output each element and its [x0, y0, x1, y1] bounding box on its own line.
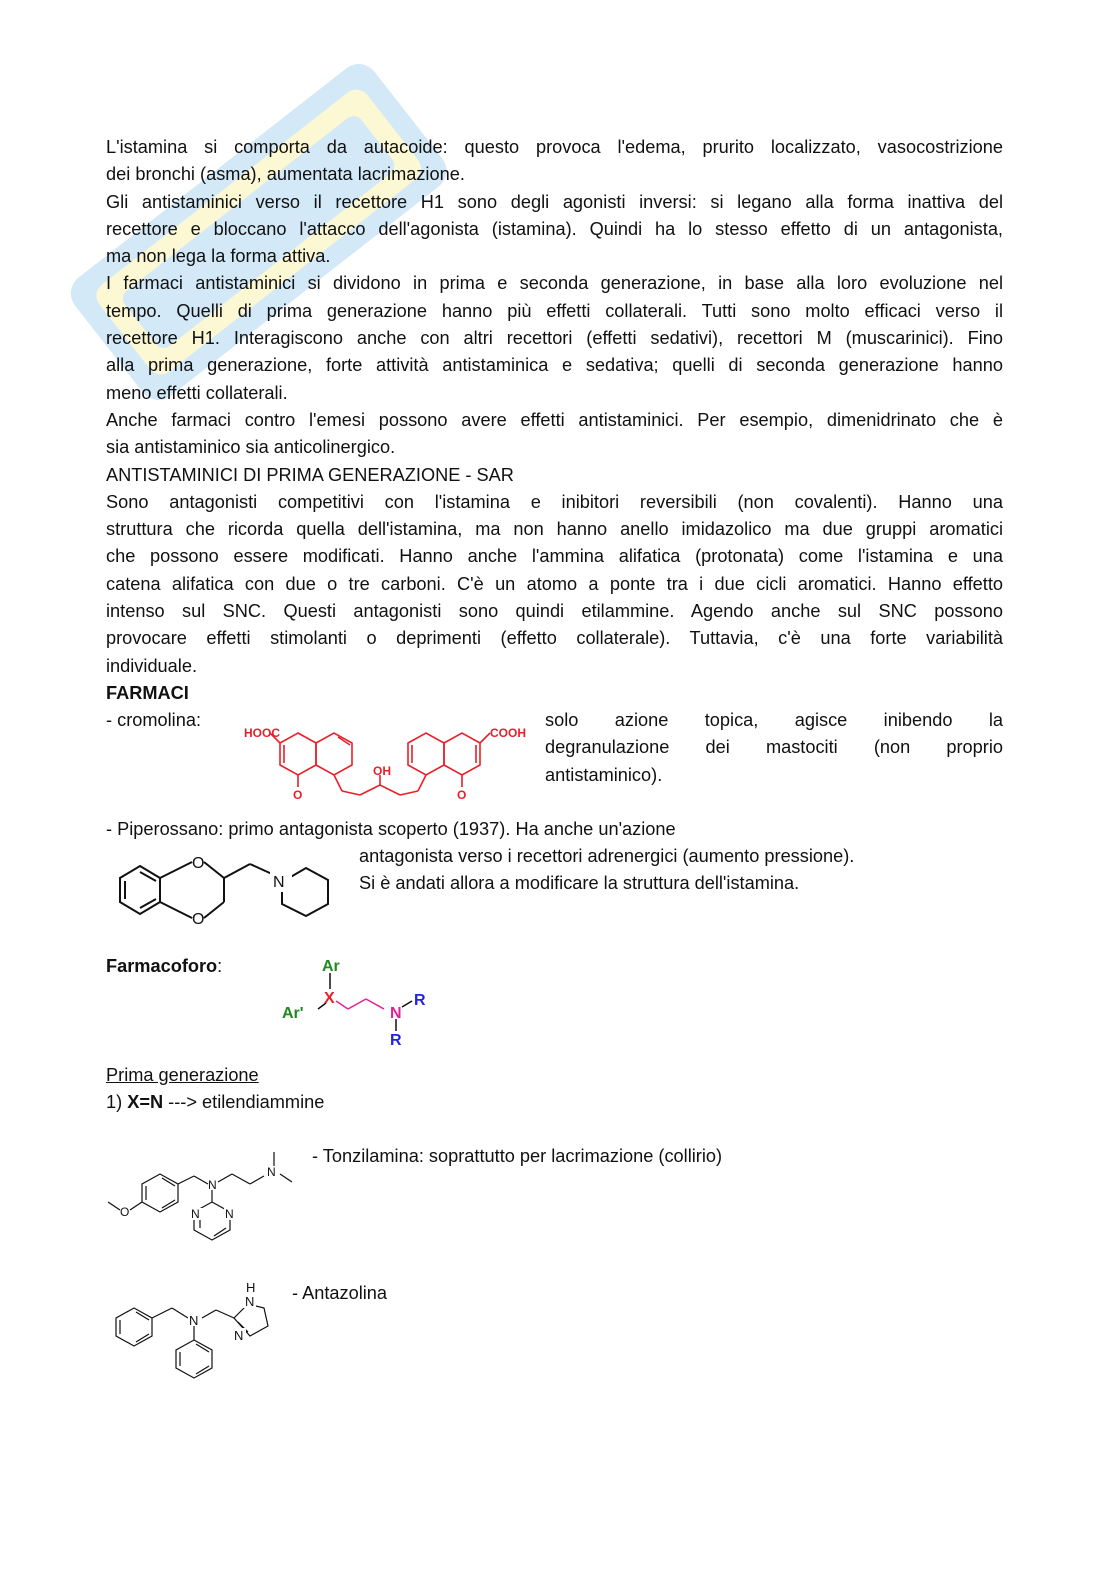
- piperossano-line: - Piperossano: primo antagonista scoperto (1937). Ha anche un'azione: [106, 819, 676, 839]
- o-label: O: [457, 788, 467, 802]
- cromolina-description: [545, 707, 1003, 789]
- text-line: meno effetti collaterali.: [106, 382, 288, 403]
- n-atom-label: N: [273, 874, 285, 891]
- text-line: recettore e bloccano l'attacco dell'agonista (istamina). Quindi ha lo stesso effetto di un antagonista,: [106, 218, 1003, 239]
- text-line: L'istamina si comporta da autacoide: questo provoca l'edema, prurito localizzato, vasocostrizione: [106, 137, 1003, 157]
- piperossano-structure: [110, 848, 340, 928]
- ar-label: Ar: [322, 958, 340, 975]
- n-atom-label: N: [191, 1207, 200, 1221]
- n-atom-label: N: [189, 1313, 199, 1328]
- hooc-label: HOOC: [244, 726, 280, 740]
- text-line: Anche farmaci contro l'emesi possono avere effetti antistaminici. Per esempio, dimenidrinato che è: [106, 409, 1003, 430]
- text-line: solo azione topica, agisce inibendo la: [545, 710, 1003, 730]
- o-atom-label: O: [192, 855, 205, 872]
- o-label: O: [293, 788, 303, 802]
- farmacoforo-title: Farmacoforo: [106, 956, 218, 976]
- text-line: recettore H1. Interagiscono anche con altri recettori (effetti sedativi), recettori M (muscarinici). Fino: [106, 328, 1003, 349]
- prima-generazione-title: Prima generazione: [106, 1065, 259, 1085]
- text-line: tempo. Quelli di prima generazione hanno più effetti collaterali. Tutti sono molto efficaci verso il: [106, 300, 1003, 321]
- n-atom-label: N: [245, 1294, 255, 1309]
- item-etilendiammine: [106, 1089, 324, 1116]
- section-heading: ANTISTAMINICI DI PRIMA GENERAZIONE - SAR: [106, 464, 514, 485]
- colon: :: [217, 956, 223, 976]
- n-atom-label: N: [234, 1328, 244, 1343]
- item-prefix: 1): [106, 1092, 128, 1112]
- text-line: che possono essere modificati. Hanno anche l'ammina alifatica (protonata) come l'istamina e una: [106, 546, 1003, 567]
- h-atom-label: H: [246, 1280, 256, 1295]
- farmacoforo-structure: [280, 955, 440, 1050]
- antazolina-text: - Antazolina: [292, 1283, 388, 1303]
- cromolina-label: - cromolina:: [106, 710, 202, 730]
- text-line: alla prima generazione, forte attività antistaminica e sedativa; quelli di seconda generazione hanno: [106, 355, 1003, 376]
- item-suffix: ---> etilendiammine: [163, 1092, 325, 1112]
- oh-label: OH: [373, 764, 391, 778]
- text-line: ma non lega la forma attiva.: [106, 246, 331, 267]
- intro-text: [106, 134, 1003, 707]
- r-label: R: [390, 1032, 402, 1049]
- antazolina-structure: [108, 1280, 288, 1390]
- text-line: I farmaci antistaminici si dividono in prima e seconda generazione, in base alla loro evoluzione nel: [106, 273, 1003, 294]
- o-atom-label: O: [120, 1205, 130, 1219]
- farmaci-heading: FARMACI: [106, 682, 189, 703]
- o-atom-label: O: [192, 911, 205, 928]
- n-atom-label: N: [267, 1165, 276, 1179]
- tonzilamina-structure: [104, 1148, 304, 1248]
- text-line: intenso sul SNC. Questi antagonisti sono quindi etilammine. Agendo anche sul SNC possono: [106, 601, 1003, 622]
- text-line: Gli antistaminici verso il recettore H1 sono degli agonisti inversi: si legano alla forma inattiva del: [106, 191, 1003, 212]
- text-line: dei bronchi (asma), aumentata lacrimazione.: [106, 164, 465, 185]
- tonzilamina-text: - Tonzilamina: soprattutto per lacrimazione (collirio): [312, 1146, 723, 1166]
- text-line: degranulazione dei mastociti (non proprio: [545, 737, 1003, 758]
- text-line: individuale.: [106, 655, 197, 676]
- text-line: antistaminico).: [545, 764, 663, 785]
- n-atom-label: N: [225, 1207, 234, 1221]
- x-label: X: [324, 990, 335, 1007]
- text-line: Sono antagonisti competitivi con l'istamina e inibitori reversibili (non covalenti). Hanno una: [106, 491, 1003, 512]
- piperossano-line: Si è andati allora a modificare la struttura dell'istamina.: [359, 873, 800, 893]
- n-atom-label: N: [208, 1178, 217, 1192]
- piperossano-line: antagonista verso i recettori adrenergici (aumento pressione).: [359, 846, 855, 866]
- n-label: N: [390, 1005, 402, 1022]
- cromolina-structure: [240, 715, 526, 805]
- text-line: struttura che ricorda quella dell'istamina, ma non hanno anello imidazolico ma due gruppi aromatici: [106, 519, 1003, 540]
- farmacoforo-label: [106, 953, 222, 980]
- text-line: provocare effetti stimolanti o deprimenti (effetto collaterale). Tuttavia, c'è una forte variabilità: [106, 628, 1003, 649]
- ar-prime-label: Ar': [282, 1005, 304, 1022]
- text-line: sia antistaminico sia anticolinergico.: [106, 437, 396, 458]
- item-formula: X=N: [127, 1092, 164, 1112]
- r-label: R: [414, 992, 426, 1009]
- text-line: catena alifatica con due o tre carboni. C'è un atomo a ponte tra i due cicli aromatici. Hanno effetto: [106, 573, 1003, 594]
- cooh-label: COOH: [490, 726, 526, 740]
